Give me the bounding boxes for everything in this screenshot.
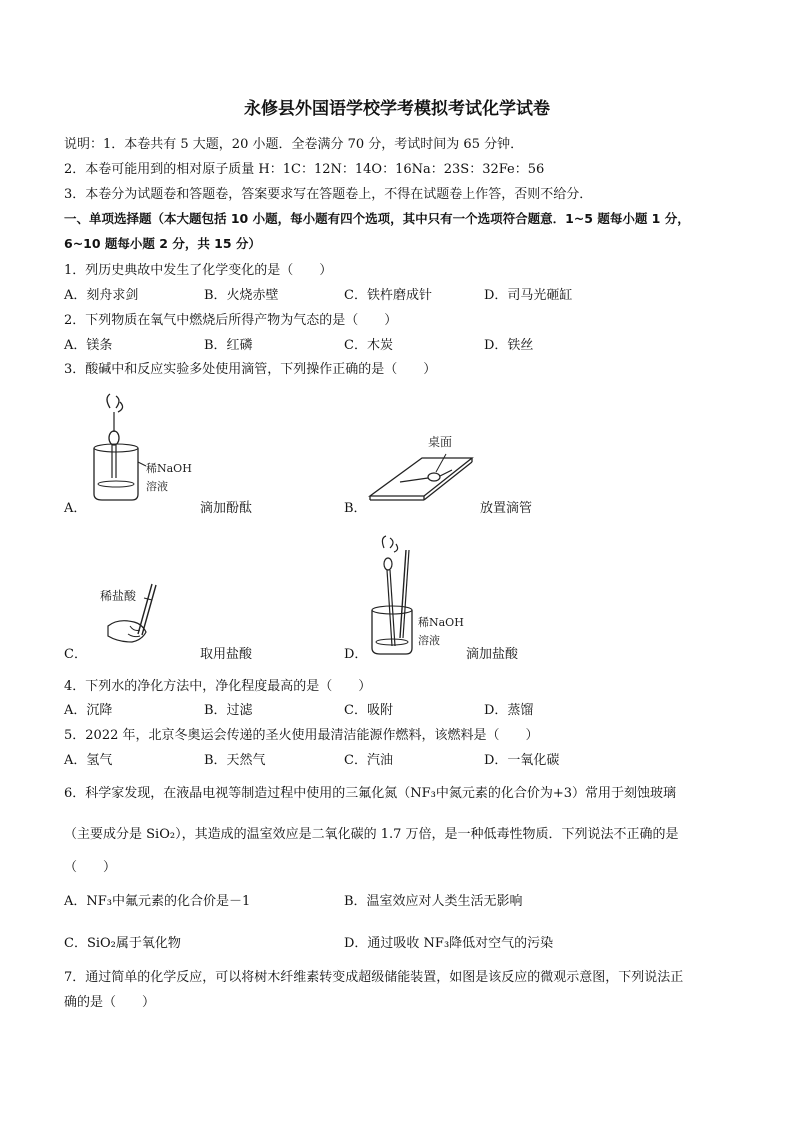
q5-option-c: C．汽油 <box>344 753 393 768</box>
q3-c-label-hcl: 稀盐酸 <box>100 589 137 603</box>
q5-option-a: A．氢气 <box>64 753 113 768</box>
q3-option-d-caption: 滴加盐酸 <box>466 647 519 662</box>
question-6-line3: （ ） <box>64 860 117 875</box>
question-2-stem: 2．下列物质在氧气中燃烧后所得产物为气态的是（ ） <box>64 313 398 328</box>
question-7-line1: 7．通过简单的化学反应，可以将树木纤维素转变成超级储能装置，如图是该反应的微观示意图，下列说法正 <box>64 970 684 985</box>
q3-a-label-solution: 溶液 <box>146 480 168 493</box>
q3-option-b-letter: B． <box>344 501 367 516</box>
q2-option-b: B．红磷 <box>204 338 253 353</box>
q3-option-c-caption: 取用盐酸 <box>200 647 253 662</box>
question-4-stem: 4．下列水的净化方法中，净化程度最高的是（ ） <box>64 679 372 694</box>
q5-option-d: D．一氧化碳 <box>484 753 560 768</box>
q3-figure-d <box>370 534 470 658</box>
q4-option-c: C．吸附 <box>344 703 393 718</box>
question-6-line2: （主要成分是 SiO₂），其造成的温室效应是二氧化碳的 1.7 万倍，是一种低毒性物质．下列说法不正确的是 <box>64 827 679 842</box>
question-3-stem: 3．酸碱中和反应实验多处使用滴管，下列操作正确的是（ ） <box>64 362 437 377</box>
question-5-stem: 5．2022 年，北京冬奥运会传递的圣火使用最清洁能源作燃料，该燃料是（ ） <box>64 728 539 743</box>
q4-option-a: A．沉降 <box>64 703 113 718</box>
question-6-line1: 6．科学家发现，在液晶电视等制造过程中使用的三氟化氮（NF₃中氮元素的化合价为+3）常用于刻蚀玻璃 <box>64 786 677 801</box>
q3-figure-c <box>100 578 170 652</box>
q6-option-b: B．温室效应对人类生活无影响 <box>344 894 523 909</box>
q2-option-d: D．铁丝 <box>484 338 534 353</box>
q1-option-d: D．司马光砸缸 <box>484 288 573 303</box>
section-heading-line1: 一、单项选择题（本大题包括 10 小题，每小题有四个选项，其中只有一个选项符合题意．1~5 题每小题 1 分， <box>64 211 690 226</box>
section-heading-line2: 6~10 题每小题 2 分，共 15 分） <box>64 236 261 251</box>
q3-option-d-letter: D． <box>344 647 368 662</box>
page-title: 永修县外国语学校学考模拟考试化学试卷 <box>244 99 550 119</box>
q4-option-d: D．蒸馏 <box>484 703 534 718</box>
q3-d-label-naoh: 稀NaOH <box>418 616 464 629</box>
q1-option-b: B．火烧赤壁 <box>204 288 279 303</box>
q5-option-b: B．天然气 <box>204 753 266 768</box>
q4-option-b: B．过滤 <box>204 703 253 718</box>
question-7-line2: 确的是（ ） <box>64 995 156 1010</box>
q3-figure-a <box>88 392 203 510</box>
q3-option-a-letter: A． <box>64 501 87 516</box>
note-1: 说明：1．本卷共有 5 大题，20 小题．全卷满分 70 分，考试时间为 65 分钟． <box>64 137 524 152</box>
q3-b-label-table: 桌面 <box>428 435 453 449</box>
q3-option-b-caption: 放置滴管 <box>480 501 533 516</box>
q3-a-label-naoh: 稀NaOH <box>146 462 192 475</box>
q1-option-a: A．刻舟求剑 <box>64 288 139 303</box>
question-1-stem: 1．列历史典故中发生了化学变化的是（ ） <box>64 263 333 278</box>
q6-option-d: D．通过吸收 NF₃降低对空气的污染 <box>344 936 554 951</box>
q3-d-label-solution: 溶液 <box>418 634 440 647</box>
q1-option-c: C．铁杵磨成针 <box>344 288 432 303</box>
q2-option-c: C．木炭 <box>344 338 393 353</box>
q3-option-a-caption: 滴加酚酞 <box>200 501 253 516</box>
q3-option-c-letter: C． <box>64 647 87 662</box>
q6-option-a: A．NF₃中氟元素的化合价是－1 <box>64 894 251 909</box>
note-3: 3．本卷分为试题卷和答题卷，答案要求写在答题卷上，不得在试题卷上作答，否则不给分． <box>64 187 593 202</box>
q2-option-a: A．镁条 <box>64 338 113 353</box>
q6-option-c: C．SiO₂属于氧化物 <box>64 936 181 951</box>
q3-figure-b <box>366 428 476 504</box>
note-2: 2．本卷可能用到的相对原子质量 H：1C：12N：14O：16Na：23S：32Fe：56 <box>64 162 545 177</box>
